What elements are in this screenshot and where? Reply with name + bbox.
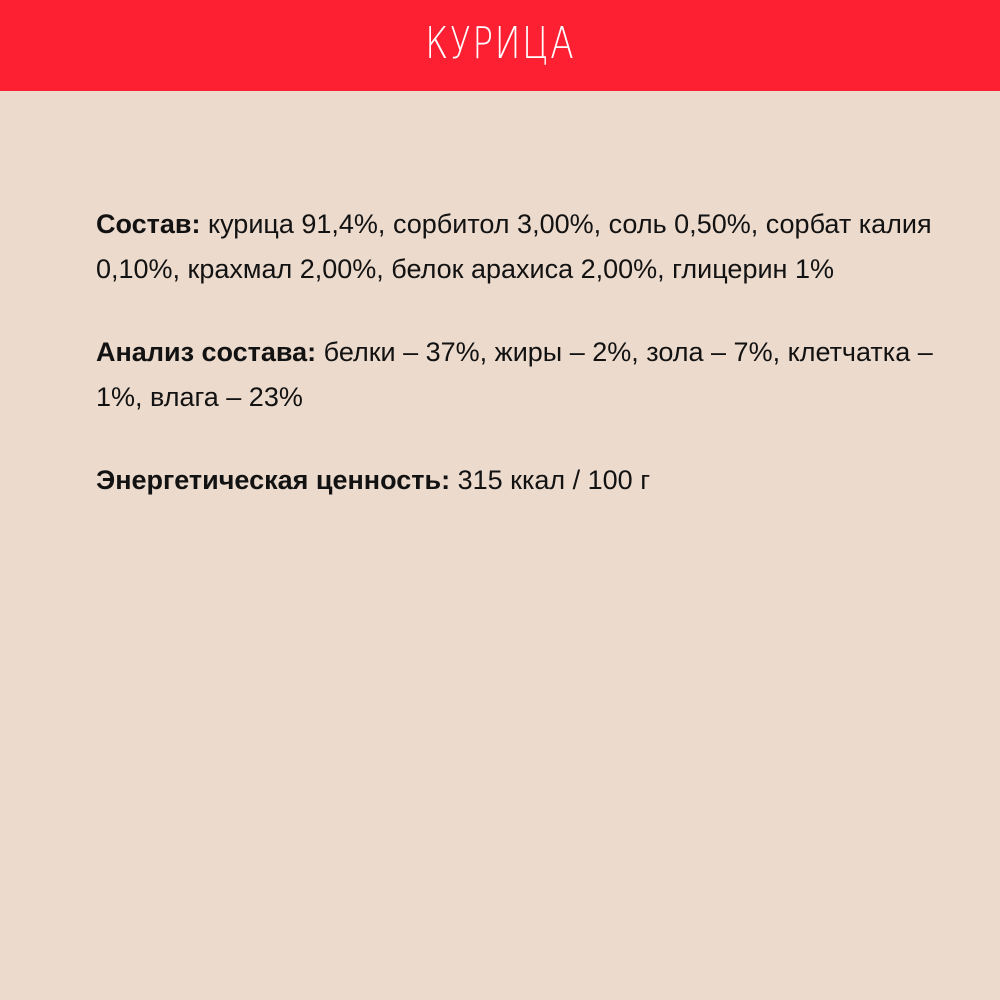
analysis-text: белки – 37%, жиры – 2%, зола – 7%, клетчатка – 1%, влага – 23% (96, 337, 933, 412)
composition-text: курица 91,4%, сорбитол 3,00%, соль 0,50%, сорбат калия 0,10%, крахмал 2,00%, белок арахиса 2,00%, глицерин 1% (96, 209, 932, 284)
energy-text: 315 ккал / 100 г (450, 465, 651, 495)
composition-paragraph (96, 202, 936, 292)
energy-paragraph (96, 458, 936, 503)
product-info (96, 202, 936, 541)
product-title: КУРИЦА (424, 18, 576, 69)
analysis-paragraph (96, 330, 936, 420)
composition-label: Состав: (96, 209, 201, 239)
energy-label: Энергетическая ценность: (96, 465, 451, 495)
title-banner (0, 0, 1000, 91)
analysis-label: Анализ состава: (96, 337, 317, 367)
